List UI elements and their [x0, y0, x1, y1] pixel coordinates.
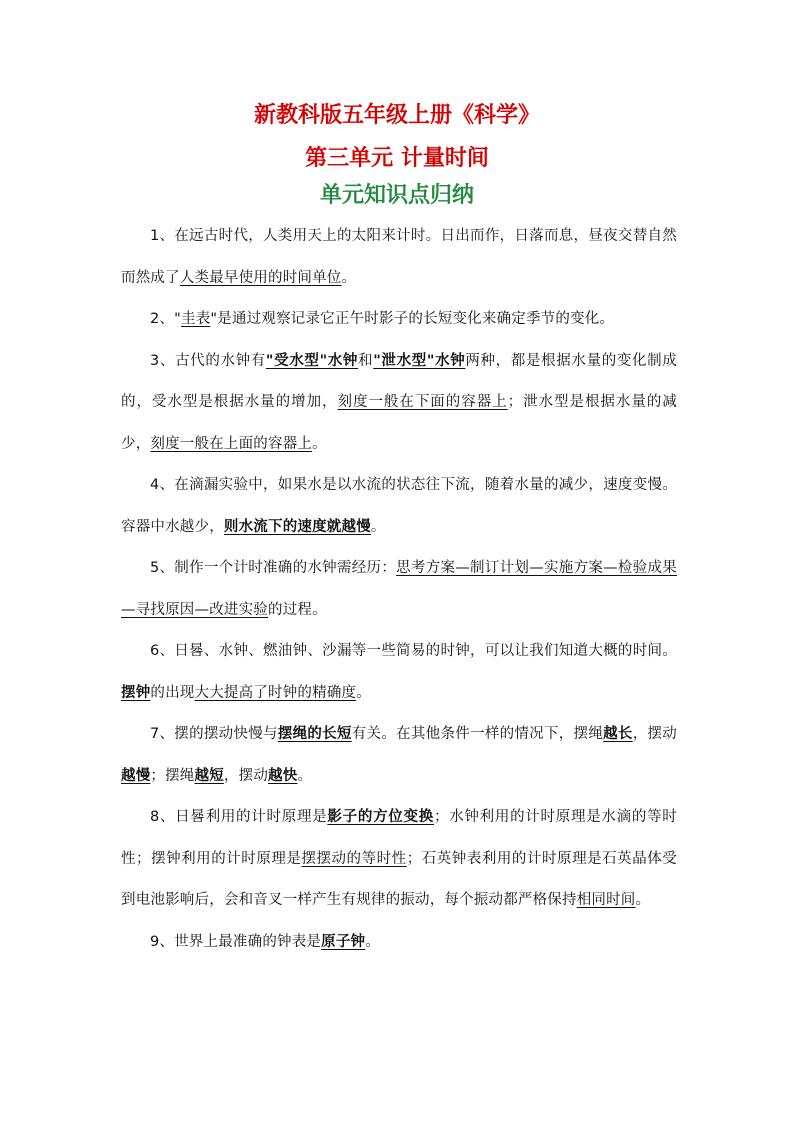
text-run: 。: [635, 892, 651, 908]
text-run: 4、在滴漏实验中，如果水是以水流的状态往下流，随着水量的减少，速度变慢。容器中水越少，: [121, 477, 677, 535]
key-term-bold: 摆绳的长短: [277, 726, 352, 742]
knowledge-point: [121, 216, 677, 299]
text-run: 8、日晷利用的计时原理是: [150, 809, 328, 825]
text-run: 的过程。: [268, 601, 327, 618]
key-term-bold: 原子钟: [321, 933, 366, 950]
text-run: 1、在远古时代，人类用天上的太阳来计时。日出而作，日落而息，昼夜交替自然而然成了: [121, 228, 677, 286]
text-run: 9、世界上最准确的钟表是: [150, 933, 322, 950]
key-term-bold: "受水型"水钟: [265, 352, 359, 369]
key-term-bold: 越快: [268, 767, 298, 784]
key-term: 刻度一般在上面的容器上: [150, 435, 313, 452]
text-run: 。: [370, 518, 386, 535]
text-run: 3、古代的水钟有: [150, 352, 266, 369]
key-term-bold: "泄水型"水钟: [373, 352, 466, 369]
key-term: 人类最早使用的时间单位: [179, 269, 342, 286]
text-run: ；水钟利用的计时原理是水滴的等时性；摆钟利用的计时原理是: [121, 809, 678, 867]
text-run: ，摆动: [223, 767, 269, 784]
knowledge-points-list: [121, 216, 677, 963]
text-run: 7、摆的摆动快慢与: [150, 726, 278, 742]
text-run: 。: [297, 767, 313, 784]
key-term-bold: 摆钟: [121, 684, 151, 701]
knowledge-point: [121, 797, 677, 922]
section-subtitle: 单元知识点归纳: [319, 183, 474, 208]
key-term: 圭表: [181, 311, 211, 327]
text-run: 6、日晷、水钟、燃油钟、沙漏等一些简易的时钟，可以让我们知道大概的时间。: [150, 643, 677, 659]
text-run: 5、制作一个计时准确的水钟需经历：: [150, 560, 397, 576]
text-run: 。: [356, 684, 371, 701]
text-run: 有关。在其他条件一样的情况下，摆绳: [351, 726, 604, 742]
key-term-bold: 影子的方位变换: [327, 809, 434, 825]
knowledge-point: [121, 299, 677, 341]
text-run: 。: [365, 933, 380, 950]
key-term: 刻度一般在下面的容器上: [337, 394, 508, 410]
text-run: ，摆动: [632, 726, 677, 742]
knowledge-point: [121, 548, 677, 631]
key-term: 相同时间: [576, 892, 636, 908]
key-term: 摆摆动的等时性: [301, 850, 407, 867]
text-run: ；泄水型是根据水量的减少，: [121, 394, 677, 452]
document-title: 新教科版五年级上册《科学》: [253, 103, 540, 128]
knowledge-point: [121, 465, 677, 548]
text-run: ；石英钟表利用的计时原理是石英晶体受到电池影响后，会和音叉一样产生有规律的振动，每个振动都严格保持: [121, 850, 677, 908]
text-run: "是通过观察记录它正午时影子的长短变化来确定季节的变化。: [210, 311, 615, 327]
text-run: 的出现: [150, 684, 195, 701]
key-term: 大大提高了时钟的精确度: [194, 684, 357, 701]
text-run: 。: [312, 435, 327, 452]
text-run: 两种，都是根据水量的变化制成的，受水型是根据水量的增加，: [121, 352, 678, 410]
text-run: 和: [358, 352, 374, 369]
text-run: 。: [341, 269, 357, 286]
text-run: 2、": [150, 311, 181, 327]
knowledge-point: [121, 922, 677, 964]
knowledge-point: [121, 341, 677, 466]
key-term-bold: 越慢: [121, 767, 151, 784]
key-term-bold: 则水流下的速度就越慢: [223, 518, 371, 535]
key-term: 思考方案—制订计划—实施方案—检验成果—寻找原因—改进实验: [121, 560, 677, 618]
text-run: ；摆绳: [150, 767, 195, 784]
key-term-bold: 越短: [194, 767, 224, 784]
knowledge-point: [121, 714, 677, 797]
key-term-bold: 越长: [603, 726, 633, 742]
unit-title: 第三单元 计量时间: [305, 146, 489, 171]
knowledge-point: [121, 631, 677, 714]
